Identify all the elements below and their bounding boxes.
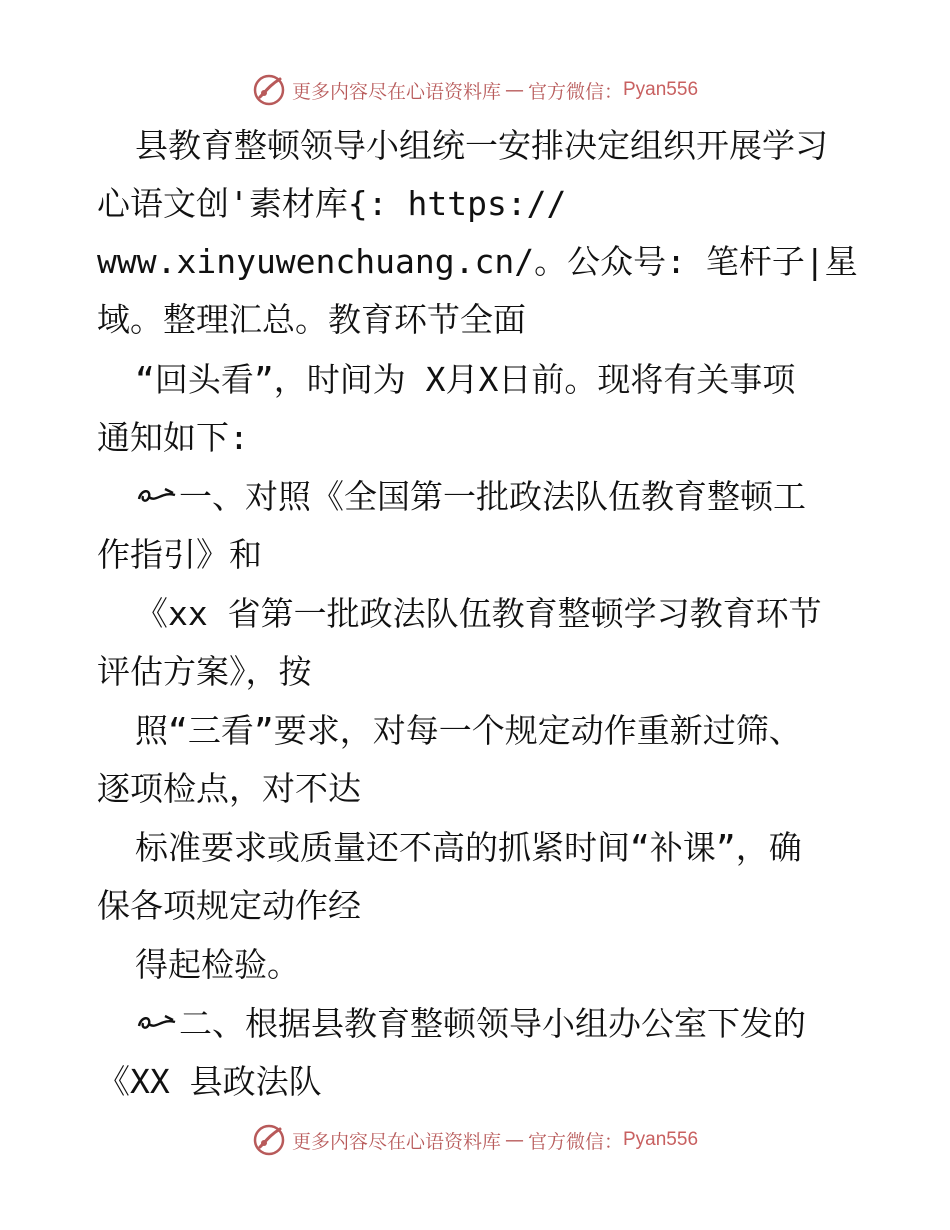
- bullet-text: 二、根据县教育整顿领导小组办公室下发的: [179, 1004, 806, 1043]
- banner-wechat-id: Pyan556: [623, 79, 699, 100]
- footer-banner: [0, 1120, 950, 1160]
- text-line: 域。整理汇总。教育环节全面: [97, 300, 526, 339]
- text-line: 得起检验。: [135, 945, 300, 984]
- brush-seal-icon: [252, 73, 286, 107]
- banner-wechat-label: 官方微信：: [527, 80, 623, 103]
- bullet-line: [135, 477, 806, 517]
- bullet-line: [135, 1004, 806, 1044]
- text-line: 照“三看”要求，对每一个规定动作重新过筛、: [135, 711, 802, 750]
- text-line: 标准要求或质量还不高的抓紧时间“补课”，确: [135, 828, 802, 867]
- text-line: “回头看”，时间为 X月X日前。现将有关事项: [135, 360, 796, 399]
- text-line: 保各项规定动作经: [97, 886, 361, 925]
- banner-wechat-id: Pyan556: [623, 1129, 699, 1150]
- text-line: 作指引》和: [97, 535, 262, 574]
- curl-flourish-icon: [135, 1008, 179, 1038]
- text-line: 评估方案》，按: [97, 652, 312, 691]
- bullet-text: 一、对照《全国第一批政法队伍教育整顿工: [179, 477, 806, 516]
- text-line: 逐项检点，对不达: [97, 769, 361, 808]
- curl-flourish-icon: [135, 481, 179, 511]
- banner-separator: —: [504, 1129, 524, 1151]
- brush-seal-icon: [252, 1123, 286, 1157]
- header-banner: [0, 70, 950, 110]
- text-line: 通知如下:: [97, 418, 249, 457]
- text-line: 县教育整顿领导小组统一安排决定组织开展学习: [135, 126, 828, 165]
- text-line: 《XX 县政法队: [97, 1062, 322, 1101]
- banner-separator: —: [504, 79, 524, 101]
- text-line: www.xinyuwenchuang.cn/。公众号: 笔杆子|星: [97, 242, 858, 281]
- text-line: 《xx 省第一批政法队伍教育整顿学习教育环节: [135, 594, 822, 633]
- banner-text: 更多内容尽在心语资料库: [291, 80, 501, 103]
- text-line: 心语文创'素材库{: https://: [97, 184, 567, 223]
- banner-text: 更多内容尽在心语资料库: [291, 1130, 501, 1153]
- banner-wechat-label: 官方微信：: [527, 1130, 623, 1153]
